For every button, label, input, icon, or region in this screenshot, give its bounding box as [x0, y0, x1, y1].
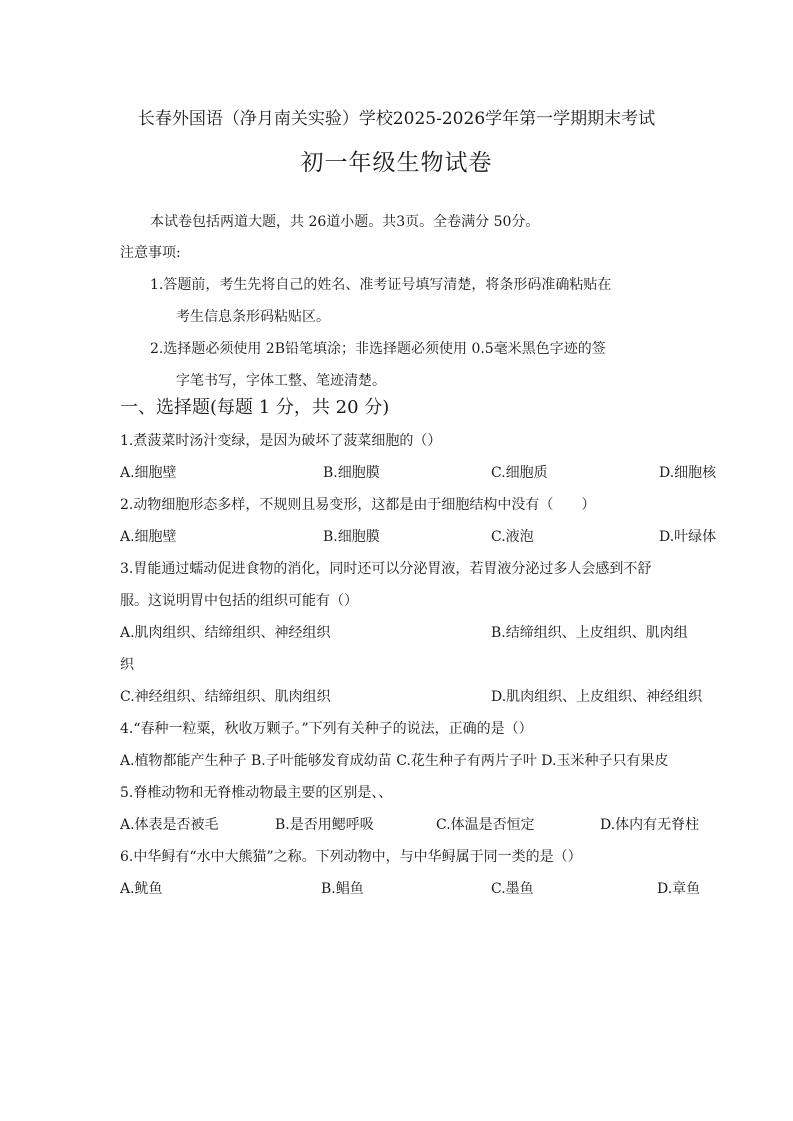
notice-item-1-line-2: 考生信息条形码粘贴区。 [176, 309, 330, 325]
notice-item-1-line-1: 1.答题前，考生先将自己的姓名、准考证号填写清楚，将条形码准确粘贴在 [150, 277, 612, 293]
notice-heading: 注意事项: [120, 245, 181, 261]
section-heading: 一、选择题(每题 1 分，共 20 分) [120, 397, 390, 418]
question-6-option-d: D.章鱼 [657, 881, 701, 897]
question-6-stem: 6.中华鲟有“水中大熊猫”之称。下列动物中，与中华鲟属于同一类的是（） [120, 849, 582, 865]
question-5-option-d: D.体内有无脊柱 [600, 817, 700, 833]
question-1-option-b: B.细胞膜 [323, 465, 380, 481]
question-3-stem-line-2: 服。这说明胃中包括的组织可能有（） [120, 593, 358, 609]
question-3-option-a: A.肌肉组织、结缔组织、神经组织 [120, 625, 331, 641]
question-6-option-a: A.鱿鱼 [120, 881, 163, 897]
question-4-stem: 4.“春种一粒粟，秋收万颗子。”下列有关种子的说法，正确的是（） [120, 721, 533, 737]
question-2-option-c: C.液泡 [491, 529, 534, 545]
question-3-option-b: B.结缔组织、上皮组织、肌肉组 [491, 625, 688, 641]
school-title: 长春外国语（净月南关实验）学校2025-2026学年第一学期期末考试 [137, 109, 656, 129]
question-5-stem: 5.脊椎动物和无脊椎动物最主要的区别是、、 [120, 785, 393, 801]
question-6-option-b: B.鲳鱼 [321, 881, 364, 897]
question-3-stem-line-1: 3.胃能通过蠕动促进食物的消化，同时还可以分泌胃液，若胃液分泌过多人会感到不舒 [120, 561, 652, 577]
question-2-stem: 2.动物细胞形态多样，不规则且易变形，这都是由于细胞结构中没有（ ） [120, 497, 596, 513]
question-3-option-c: C.神经组织、结缔组织、肌肉组织 [120, 689, 331, 705]
question-1-option-c: C.细胞质 [491, 465, 548, 481]
question-2-option-b: B.细胞膜 [323, 529, 380, 545]
question-5-option-b: B.是否用鳃呼吸 [275, 817, 374, 833]
exam-title: 初一年级生物试卷 [300, 150, 493, 176]
question-5-option-c: C.体温是否恒定 [436, 817, 535, 833]
question-1-option-a: A.细胞壁 [120, 465, 177, 481]
notice-item-2-line-1: 2.选择题必须使用 2B铅笔填涂；非选择题必须使用 0.5毫米黑色字迹的签 [150, 341, 606, 357]
question-1-stem: 1.煮菠菜时汤汁变绿，是因为破坏了菠菜细胞的（） [120, 433, 442, 449]
question-4-options: A.植物都能产生种子 B.子叶能够发育成幼苗 C.花生种子有两片子叶 D.玉米种子只有果皮 [120, 753, 669, 769]
question-5-option-a: A.体表是否被毛 [120, 817, 219, 833]
question-6-option-c: C.墨鱼 [491, 881, 534, 897]
question-3-option-b-wrap: 织 [120, 657, 134, 673]
question-2-option-a: A.细胞壁 [120, 529, 177, 545]
question-2-option-d: D.叶绿体 [659, 529, 717, 545]
question-3-option-d: D.肌肉组织、上皮组织、神经组织 [491, 689, 703, 705]
intro-text: 本试卷包括两道大题，共 26道小题。共3页。全卷满分 50分。 [150, 214, 540, 230]
question-1-option-d: D.细胞核 [659, 465, 717, 481]
notice-item-2-line-2: 字笔书写，字体工整、笔迹清楚。 [176, 373, 386, 389]
